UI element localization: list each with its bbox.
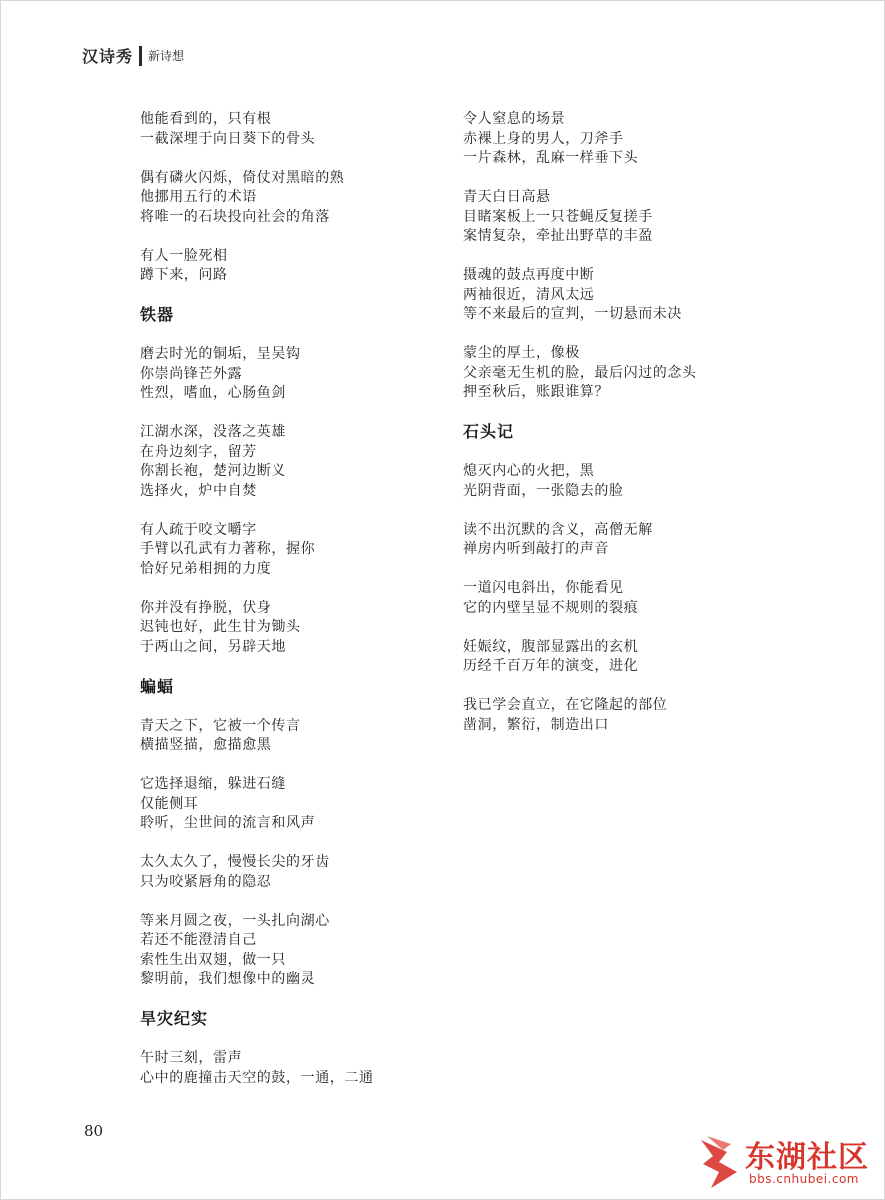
verse-line: 父亲毫无生机的脸，最后闪过的念头 bbox=[463, 364, 697, 381]
verse-line: 仅能侧耳 bbox=[140, 795, 199, 812]
verse-line: 一片森林，乱麻一样垂下头 bbox=[463, 150, 639, 166]
stanza bbox=[463, 579, 793, 618]
verse-line: 禅房内听到敲打的声音 bbox=[463, 541, 609, 557]
stanza bbox=[463, 638, 793, 677]
verse-line: 赤裸上身的男人，刀斧手 bbox=[463, 130, 624, 147]
verse-line: 若还不能澄清自己 bbox=[140, 932, 257, 948]
verse-line: 江湖水深，没落之英雄 bbox=[140, 424, 286, 440]
verse-line: 读不出沉默的含义，高僧无解 bbox=[463, 521, 653, 538]
poem-title: 旱灾纪实 bbox=[140, 1009, 209, 1028]
verse-line: 有人疏于咬文嚼字 bbox=[140, 521, 257, 538]
verse-line: 磨去时光的铜垢，呈吴钩 bbox=[140, 346, 301, 362]
verse-line: 青天之下，它被一个传言 bbox=[140, 717, 301, 734]
verse-line: 妊娠纹，腹部显露出的玄机 bbox=[463, 638, 639, 655]
watermark bbox=[697, 1130, 877, 1194]
stanza bbox=[140, 110, 470, 149]
stanza bbox=[463, 188, 793, 247]
running-header bbox=[82, 44, 184, 67]
verse-line: 他能看到的，只有根 bbox=[140, 111, 272, 127]
stanza bbox=[463, 521, 793, 560]
stanza bbox=[463, 344, 793, 403]
right-column bbox=[463, 110, 793, 755]
verse-line: 横描竖描，愈描愈黑 bbox=[140, 737, 272, 753]
verse-line: 在舟边刻字，留芳 bbox=[140, 443, 257, 460]
verse-line: 光阴背面，一张隐去的脸 bbox=[463, 482, 624, 499]
verse-line: 押至秋后，账跟谁算？ bbox=[463, 384, 609, 400]
verse-line: 午时三刻，雷声 bbox=[140, 1050, 243, 1066]
verse-line: 他挪用五行的术语 bbox=[140, 189, 257, 205]
verse-line: 等不来最后的宣判，一切悬而未决 bbox=[463, 306, 682, 322]
stanza bbox=[140, 717, 470, 756]
verse-line: 迟钝也好，此生甘为锄头 bbox=[140, 619, 301, 635]
stanza bbox=[463, 696, 793, 735]
verse-line: 等来月圆之夜，一头扎向湖心 bbox=[140, 912, 330, 929]
verse-line: 令人窒息的场景 bbox=[463, 111, 566, 127]
verse-line: 一截深埋于向日葵下的骨头 bbox=[140, 130, 316, 147]
stanza bbox=[140, 1049, 470, 1088]
verse-line: 它选择退缩，躲进石缝 bbox=[140, 776, 286, 792]
stanza bbox=[140, 247, 470, 286]
verse-line: 你并没有挣脱，伏身 bbox=[140, 599, 272, 616]
poem-title: 铁器 bbox=[140, 305, 175, 324]
verse-line: 有人一脸死相 bbox=[140, 247, 228, 264]
verse-line: 一道闪电斜出，你能看见 bbox=[463, 580, 624, 596]
verse-line: 太久太久了，慢慢长尖的牙齿 bbox=[140, 854, 330, 870]
left-column bbox=[140, 110, 470, 1108]
stanza bbox=[140, 599, 470, 658]
verse-line: 蹲下来，问路 bbox=[140, 267, 228, 283]
verse-line: 于两山之间，另辟天地 bbox=[140, 638, 286, 655]
watermark-url: bbs.cnhubei.com bbox=[749, 1172, 859, 1186]
verse-line: 性烈，嗜血，心肠鱼剑 bbox=[140, 385, 286, 401]
verse-line: 偶有磷火闪烁，倚仗对黑暗的熟 bbox=[140, 169, 345, 186]
stanza bbox=[140, 169, 470, 228]
stanza bbox=[463, 266, 793, 325]
verse-line: 熄灭内心的火把，黑 bbox=[463, 463, 595, 479]
stanza bbox=[140, 345, 470, 404]
verse-line: 只为咬紧唇角的隐忍 bbox=[140, 873, 272, 890]
verse-line: 目睹案板上一只苍蝇反复搓手 bbox=[463, 208, 653, 225]
verse-line: 摄魂的鼓点再度中断 bbox=[463, 267, 595, 283]
verse-line: 案情复杂，牵扯出野草的丰盈 bbox=[463, 228, 653, 244]
verse-line: 心中的鹿撞击天空的鼓，一通，二通 bbox=[140, 1069, 374, 1086]
header-divider bbox=[139, 46, 142, 66]
poem-title: 蝙蝠 bbox=[140, 676, 175, 696]
verse-line: 你崇尚锋芒外露 bbox=[140, 365, 243, 382]
stanza bbox=[140, 912, 470, 990]
stanza bbox=[140, 423, 470, 501]
verse-line: 青天白日高悬 bbox=[463, 189, 551, 205]
series-title: 汉诗秀 bbox=[82, 47, 134, 66]
verse-line: 两袖很近，清风太远 bbox=[463, 286, 595, 303]
watermark-logo-icon bbox=[697, 1132, 743, 1190]
stanza bbox=[140, 775, 470, 834]
verse-line: 凿洞，繁衍，制造出口 bbox=[463, 716, 609, 733]
verse-line: 蒙尘的厚土，像极 bbox=[463, 345, 580, 361]
stanza bbox=[140, 853, 470, 892]
verse-line: 你割长袍，楚河边断义 bbox=[140, 463, 286, 479]
section-title: 新诗想 bbox=[148, 49, 185, 63]
verse-line: 索性生出双翅，做一只 bbox=[140, 951, 286, 968]
page-number: 80 bbox=[84, 1122, 104, 1140]
verse-line: 恰好兄弟相拥的力度 bbox=[140, 560, 272, 577]
verse-line: 黎明前，我们想像中的幽灵 bbox=[140, 971, 316, 987]
verse-line: 选择火，炉中自焚 bbox=[140, 482, 257, 499]
verse-line: 聆听，尘世间的流言和风声 bbox=[140, 815, 316, 831]
verse-line: 它的内壁呈显不规则的裂痕 bbox=[463, 599, 639, 616]
stanza bbox=[463, 110, 793, 169]
watermark-name: 东湖社区 bbox=[745, 1140, 869, 1175]
verse-line: 手臂以孔武有力著称，握你 bbox=[140, 541, 316, 557]
stanza bbox=[463, 462, 793, 501]
verse-line: 历经千百万年的演变，进化 bbox=[463, 658, 639, 674]
verse-line: 我已学会直立，在它隆起的部位 bbox=[463, 697, 668, 713]
poem-title: 石头记 bbox=[463, 422, 515, 441]
stanza bbox=[140, 521, 470, 580]
verse-line: 将唯一的石块投向社会的角落 bbox=[140, 208, 330, 225]
